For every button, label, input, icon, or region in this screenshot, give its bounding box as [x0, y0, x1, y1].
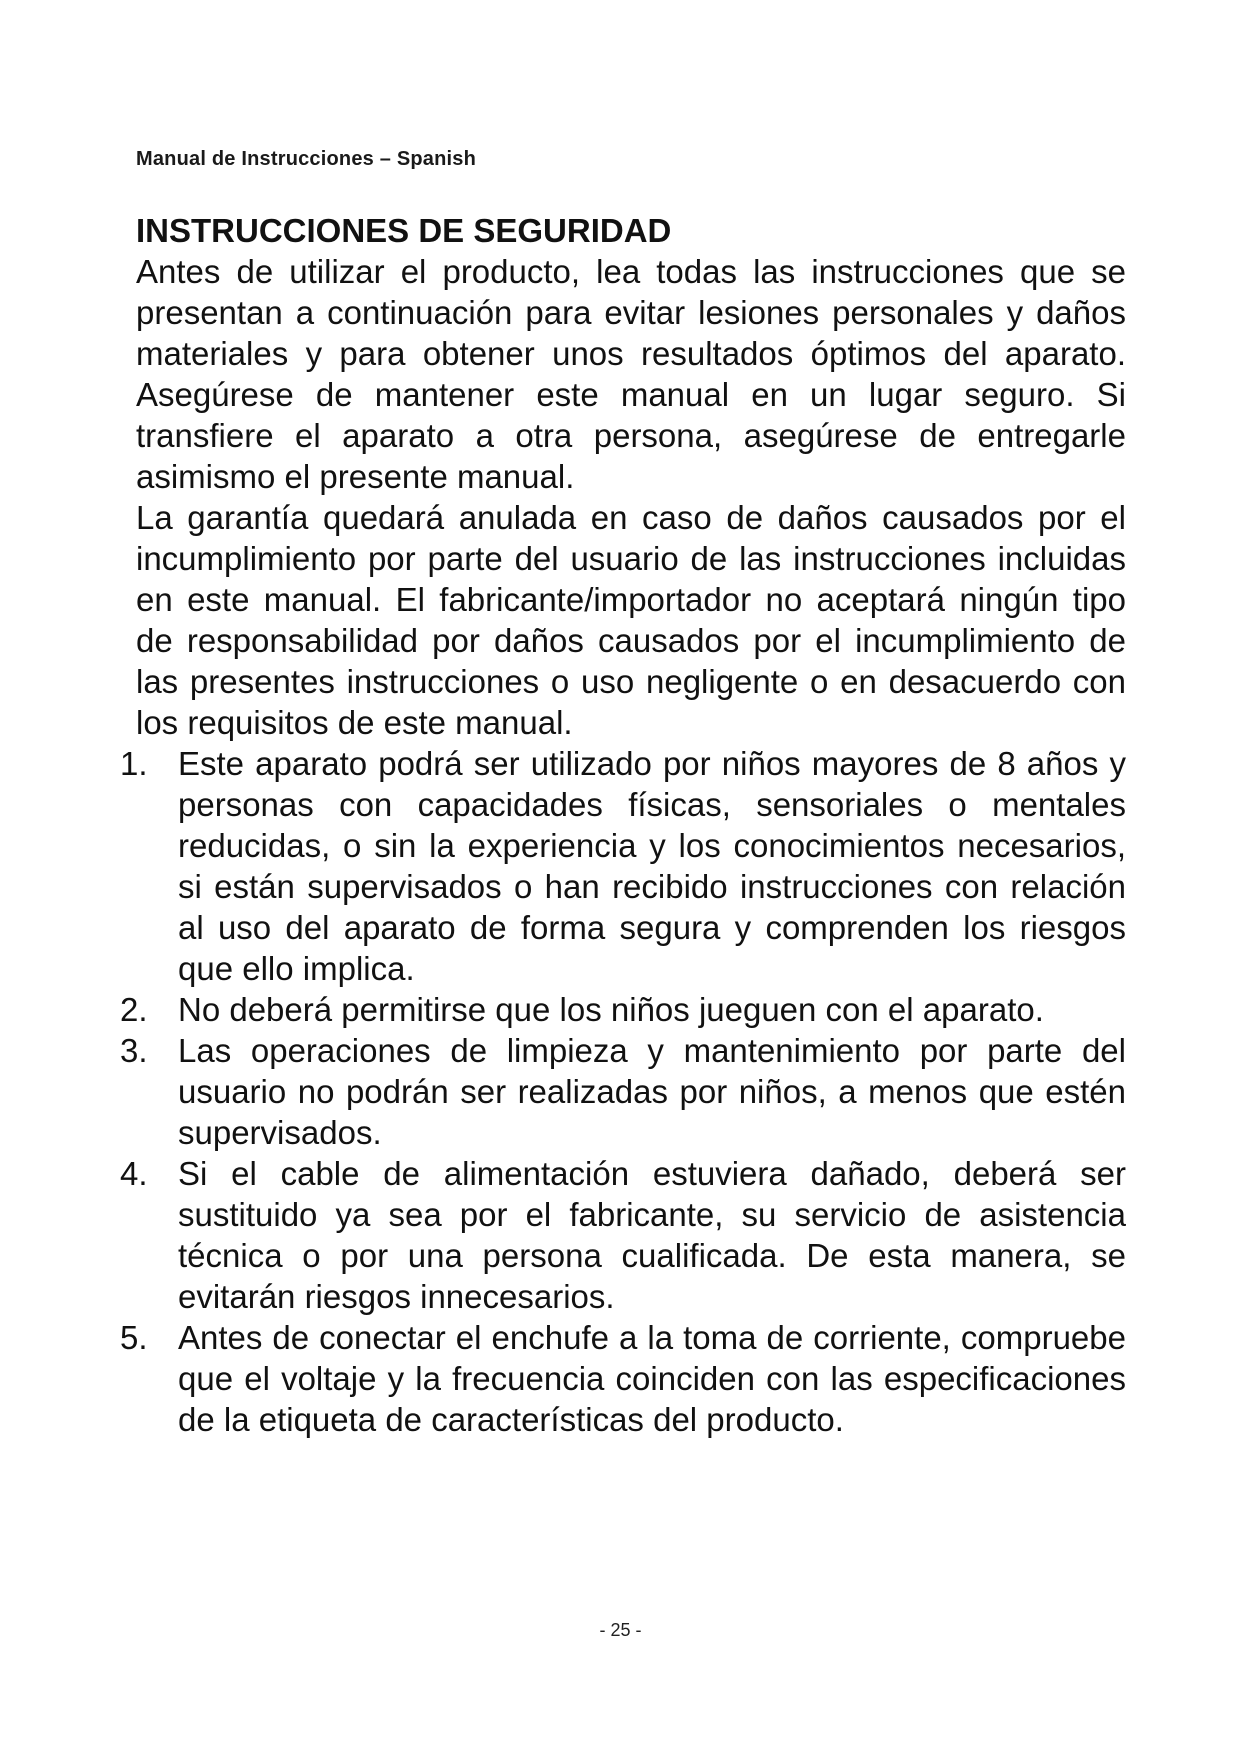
running-header: Manual de Instrucciones – Spanish: [136, 148, 477, 170]
rule-text: No deberá permitirse que los niños jueguen con el aparato.: [178, 991, 1044, 1028]
safety-rule: [120, 743, 1126, 989]
safety-rule: [120, 1030, 1126, 1153]
page-content: [120, 210, 1126, 1440]
rule-number: 4.: [120, 1155, 148, 1192]
safety-rule: [120, 1317, 1126, 1440]
section-title: INSTRUCCIONES DE SEGURIDAD: [136, 212, 672, 249]
intro-paragraph: Antes de utilizar el producto, lea todas las instrucciones que se presentan a continuación para evitar lesiones personales y daños materiales y para obtener unos resultados óptimos del aparato. Asegúrese de mantener este manual en un lugar seguro. Si transfiere el aparato a otra persona, asegúrese de entregarle asimismo el presente manual.: [136, 253, 1126, 495]
rule-text: Antes de conectar el enchufe a la toma de corriente, compruebe que el voltaje y la frecuencia coinciden con las especificaciones de la etiqueta de características del producto.: [178, 1319, 1126, 1438]
safety-rule: [120, 989, 1126, 1030]
rule-number: 5.: [120, 1319, 148, 1356]
rule-number: 2.: [120, 991, 148, 1028]
rule-number: 3.: [120, 1032, 148, 1069]
safety-rule: [120, 1153, 1126, 1317]
warranty-paragraph: La garantía quedará anulada en caso de daños causados por el incumplimiento por parte del usuario de las instrucciones incluidas en este manual. El fabricante/importador no aceptará ningún tipo de responsabilidad por daños causados por el incumplimiento de las presentes instrucciones o uso negligente o en desacuerdo con los requisitos de este manual.: [136, 499, 1126, 741]
rule-number: 1.: [120, 745, 148, 782]
rule-text: Las operaciones de limpieza y mantenimiento por parte del usuario no podrán ser realizadas por niños, a menos que estén supervisados.: [178, 1032, 1126, 1151]
safety-rules-list: [120, 743, 1126, 1440]
page-number: - 25 -: [599, 1620, 642, 1640]
rule-text: Este aparato podrá ser utilizado por niños mayores de 8 años y personas con capacidades físicas, sensoriales o mentales reducidas, o sin la experiencia y los conocimientos necesarios, si están supervisados o han recibido instrucciones con relación al uso del aparato de forma segura y comprenden los riesgos que ello implica.: [178, 745, 1126, 987]
rule-text: Si el cable de alimentación estuviera dañado, deberá ser sustituido ya sea por el fabricante, su servicio de asistencia técnica o por una persona cualificada. De esta manera, se evitarán riesgos innecesarios.: [178, 1155, 1126, 1315]
